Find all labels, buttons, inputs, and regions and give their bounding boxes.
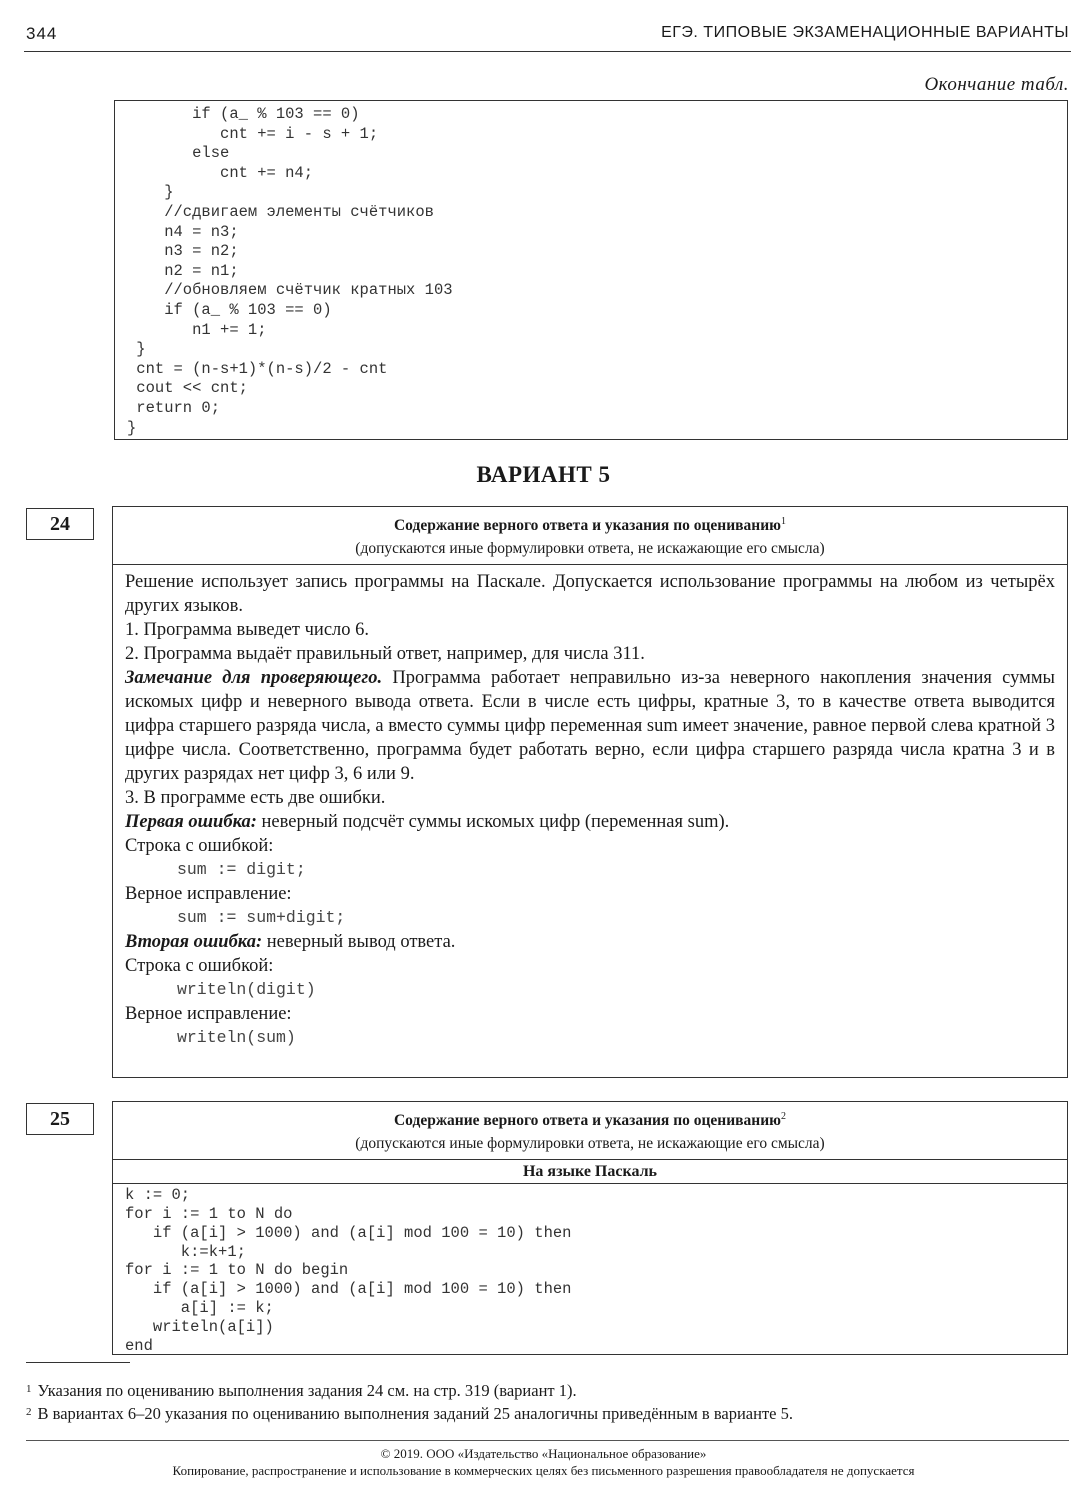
pascal-code-line: k := 0; [125,1186,191,1205]
code-line: } [164,183,174,202]
footnote-2 [26,1403,1069,1425]
task24-item-2: 2. Программа выдаёт правильный ответ, например, для числа 311. [125,644,645,665]
code-line: //обновляем счётчик кратных 103 [164,281,453,300]
task25-body [113,1184,1067,1357]
error-1-fix-label: Верное исправление: [125,884,292,905]
error-2-label: Вторая ошибка: [125,932,263,953]
task25-header-title: Содержание верного ответа и указания по оцениванию [393,1112,781,1130]
code-line: n3 = n2; [164,242,239,261]
task24-header-title: Содержание верного ответа и указания по оцениванию [393,517,781,535]
error-1-label: Первая ошибка: [125,812,257,833]
code-line: n4 = n3; [164,222,239,241]
code-line: return 0; [136,398,221,417]
code-continuation-box [114,100,1068,440]
task-number-24: 24 [26,508,94,540]
code-line: } [136,340,146,359]
remark-label: Замечание для проверяющего. [125,668,383,689]
task24-header-subtitle: (допускаются иные формулировки ответа, не искажающие его смысла) [355,540,825,558]
code-line: n1 += 1; [192,320,267,339]
task24-table [112,506,1068,1078]
footnote-1-text: Указания по оцениванию выполнения задания 24 см. на стр. 319 (вариант 1). [37,1381,577,1400]
task25-table-header [113,1102,1067,1160]
code-line: cnt = (n-s+1)*(n-s)/2 - cnt [136,359,388,378]
code-line: else [192,144,230,163]
error-2-text: неверный вывод ответа. [262,932,456,953]
task24-error-2 [125,930,1055,954]
task24-error-1 [125,810,1055,834]
language-header: На языке Паскаль [113,1160,1067,1184]
code-line: if (a_ % 103 == 0) [164,300,332,319]
footer-notice: Копирование, распространение и использование в коммерческих целях без письменного разрешения правообладателя не допускается [172,1463,915,1478]
pascal-code-line: end [125,1336,153,1355]
error-2-line-code: writeln(digit) [177,980,316,1000]
pascal-code-line: if (a[i] > 1000) and (a[i] mod 100 = 10) then [152,1280,572,1299]
variant-title: ВАРИАНТ 5 [476,462,611,487]
error-2-line-label: Строка с ошибкой: [125,956,274,977]
task24-item-1: 1. Программа выведет число 6. [125,620,370,641]
code-line: //сдвигаем элементы счётчиков [164,202,434,221]
error-1-fix-code: sum := sum+digit; [177,908,346,928]
running-title: ЕГЭ. ТИПОВЫЕ ЭКЗАМЕНАЦИОННЫЕ ВАРИАНТЫ [661,24,1069,41]
footnote-2-mark: 2 [26,1406,32,1418]
page-number: 344 [26,24,58,43]
footnote-ref-1: 1 [781,516,786,527]
error-1-text: неверный подсчёт суммы искомых цифр (переменная sum). [256,812,730,833]
footnote-2-text: В вариантах 6–20 указания по оцениванию выполнения заданий 25 аналогичны приведённым в варианте 5. [37,1404,793,1423]
task-number-25: 25 [26,1103,94,1135]
footer-copyright: © 2019. ООО «Издательство «Национальное образование» [380,1446,707,1461]
code-continuation [115,101,1067,438]
header-rule [24,51,1071,52]
task24-body [113,565,1067,1056]
pascal-code-line: if (a[i] > 1000) and (a[i] mod 100 = 10) then [152,1223,572,1242]
code-line: cnt += i - s + 1; [220,124,379,143]
code-line: } [127,418,137,437]
task25-table [112,1101,1068,1355]
pascal-code-line: k:=k+1; [180,1242,246,1261]
error-1-line-label: Строка с ошибкой: [125,836,274,857]
task24-table-header [113,507,1067,565]
pascal-code-line: writeln(a[i]) [152,1317,274,1336]
pascal-code-line: for i := 1 to N do begin [125,1261,349,1280]
footnote-1-mark: 1 [26,1383,32,1395]
error-1-line-code: sum := digit; [177,860,306,880]
error-2-fix-code: writeln(sum) [177,1028,296,1048]
code-line: n2 = n1; [164,261,239,280]
footer-rule [26,1440,1069,1441]
code-line: cnt += n4; [220,163,314,182]
error-2-fix-label: Верное исправление: [125,1004,292,1025]
remark-text: Программа работает неправильно из-за неверного накопления значения суммы искомых цифр и неверного вывода ответа. Если в числе есть цифры, кратные 3, то в качестве ответа выводится цифра старшего разряда числа, а вместо суммы цифр переменная sum имеет значение, равное первой слева кратной 3 цифре числа. Соответственно, программа будет работать верно, если цифра старшего разряда числа кратна 3 и в других разрядах нет цифр 3, 6 или 9. [125,668,1055,785]
code-line: if (a_ % 103 == 0) [192,105,360,123]
task24-intro: Решение использует запись программы на Паскале. Допускается использование программы на любом из четырёх других языков. [125,572,1055,617]
pascal-code-line: for i := 1 to N do [125,1204,293,1223]
pascal-code [113,1184,1067,1357]
footnote-1 [26,1380,1069,1402]
code-line: cout << cnt; [136,379,248,398]
footnote-ref-2: 2 [781,1111,786,1122]
task24-item-3: 3. В программе есть две ошибки. [125,788,386,809]
task24-remark [125,666,1055,786]
pascal-code-line: a[i] := k; [180,1298,274,1317]
table-continuation-label: Окончание табл. [924,74,1069,95]
task25-header-subtitle: (допускаются иные формулировки ответа, не искажающие его смысла) [355,1135,825,1153]
footnote-rule [26,1362,130,1363]
